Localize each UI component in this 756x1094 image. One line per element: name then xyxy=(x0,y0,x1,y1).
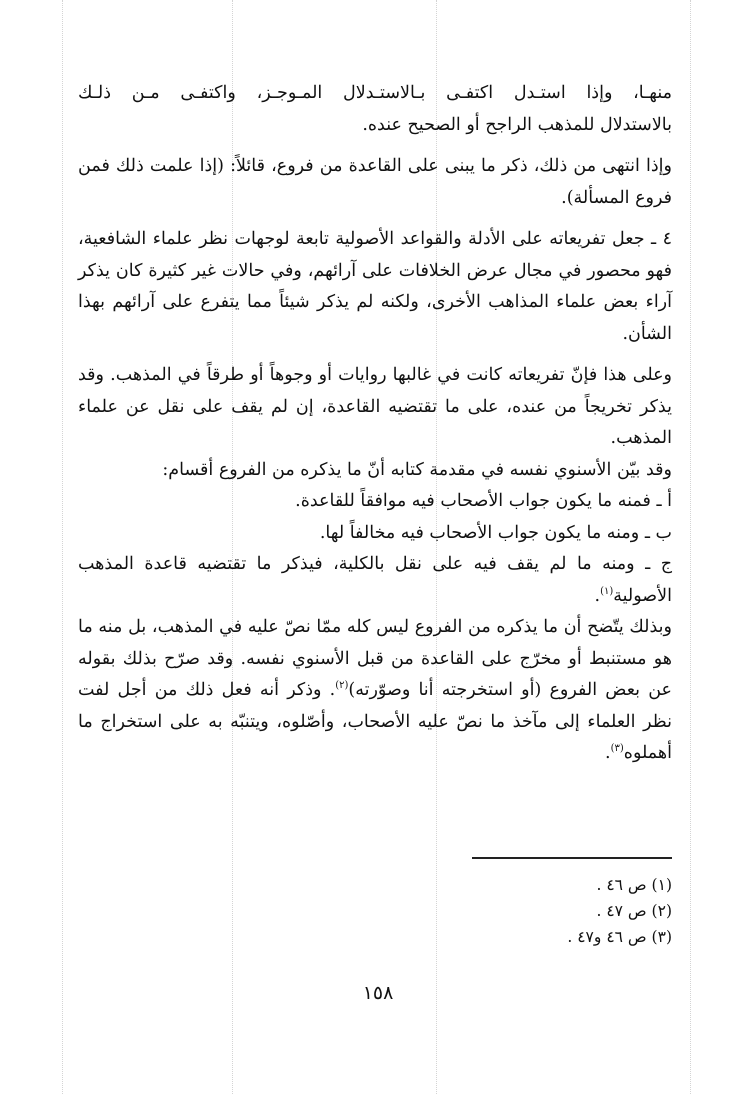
page-body xyxy=(78,78,672,770)
paragraph-5-end: . xyxy=(605,743,611,763)
footnote-ref-3: (٣) xyxy=(610,743,624,755)
footnote-ref-1: (١) xyxy=(600,585,614,597)
list-item-c xyxy=(78,549,672,612)
footnote-ref-2: (٢) xyxy=(335,680,349,692)
list-item-b: ب ـ ومنه ما يكون جواب الأصحاب فيه مخالفاً لها. xyxy=(319,522,672,543)
paragraph-2: وإذا انتهى من ذلك، ذكر ما يبنى على القاعدة من فروع، قائلاً: (إذا علمت ذلك فمن فروع المسألة). xyxy=(78,156,672,208)
paragraph-5-part-2: . وذكر أنه فعل ذلك من أجل لفت نظر العلماء إلى مآخذ ما نصّ عليه الأصحاب، وأصّلوه، ويتنبّه به على استخراج ما أهملوه xyxy=(78,680,672,763)
footnotes xyxy=(78,872,672,950)
list-item-4: ٤ ـ جعل تفريعاته على الأدلة والقواعد الأصولية تابعة لوجهات نظر علماء الشافعية، فهو محصور في مجال عرض الخلافات على آرائهم، وفي حالات غير كثيرة كان يذكر آراء بعض علماء المذاهب الأخرى، ولكنه لم يذكر شيئاً مما يتفرع على آرائهم بهذا الشأن. xyxy=(78,229,672,344)
paragraph-5-part-1: وبذلك يتّضح أن ما يذكره من الفروع ليس كله ممّا نصّ عليه في المذهب، بل منه ما هو مستنبط أو مخرّج على القاعدة من قبل الأسنوي نفسه. وقد صرّح بذلك بقوله عن بعض الفروع (أو استخرجته أنا وصوّرته) xyxy=(78,617,672,700)
paragraph-3: وعلى هذا فإنّ تفريعاته كانت في غالبها روايات أو وجوهاً أو طرقاً في المذهب. وقد يذكر تخريجاً من عنده، على ما تقتضيه القاعدة، إن لم يقف على نقل عن علماء المذهب. xyxy=(78,365,672,448)
footnote-1: (١) ص ٤٦ . xyxy=(596,876,672,894)
page-number: ١٥٨ xyxy=(362,982,394,1004)
paragraph-5 xyxy=(78,612,672,770)
margin-guide xyxy=(690,0,691,1094)
paragraph-4: وقد بيّن الأسنوي نفسه في مقدمة كتابه أنّ ما يذكره من الفروع أقسام: xyxy=(162,459,672,480)
list-item-c-text: ج ـ ومنه ما لم يقف فيه على نقل بالكلية، فيذكر ما تقتضيه قاعدة المذهب الأصولية xyxy=(78,554,672,606)
paragraph-1-line-2: بالاستدلال للمذهب الراجح أو الصحيح عنده. xyxy=(362,114,672,135)
footnote-3: (٣) ص ٤٦ و٤٧ . xyxy=(567,928,672,946)
footnote-separator xyxy=(472,857,672,859)
paragraph-1-line-1: منهـا، وإذا استـدل اكتفـى بـالاستـدلال المـوجـز، واكتفـى مـن ذلـك xyxy=(78,83,672,103)
list-item-c-end: . xyxy=(594,585,601,606)
margin-guide xyxy=(62,0,63,1094)
footnote-2: (٢) ص ٤٧ . xyxy=(596,902,672,920)
list-item-a: أ ـ فمنه ما يكون جواب الأصحاب فيه موافقاً للقاعدة. xyxy=(295,491,672,511)
